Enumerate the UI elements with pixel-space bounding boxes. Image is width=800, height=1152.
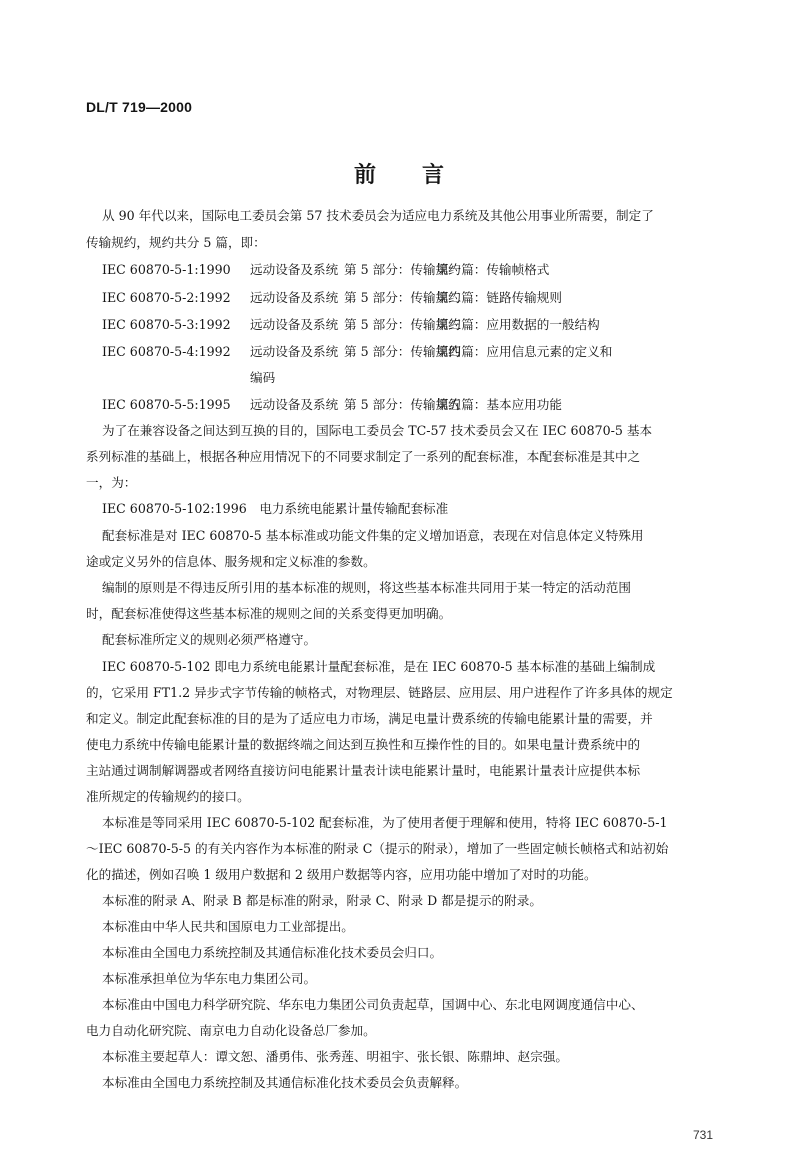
- standard-code: IEC 60870-5-2:1992: [102, 290, 231, 305]
- standard-part: 第 5 部分：传输规约: [344, 262, 461, 277]
- paragraph-12: 本标准主要起草人：谭文恕、潘勇伟、张秀莲、明祖宇、张长银、陈鼎坤、赵宗强。: [102, 1049, 568, 1064]
- paragraph-13: 本标准由全国电力系统控制及其通信标准化技术委员会负责解释。: [102, 1075, 468, 1090]
- standard-desc: 远动设备及系统: [250, 344, 339, 359]
- paragraph-6-line-1: 本标准是等同采用 IEC 60870-5-102 配套标准，为了使用者便于理解和使用，特将 IEC 60870-5-1: [102, 815, 668, 830]
- standard-title-continuation: 编码: [250, 370, 276, 385]
- standard-title: 第一篇：传输帧格式: [436, 262, 550, 277]
- standard-title: 第三篇：应用数据的一般结构: [436, 317, 600, 332]
- paragraph-8: 本标准由中华人民共和国原电力工业部提出。: [102, 919, 354, 934]
- paragraph-3-line-1: 编制的原则是不得违反所引用的基本标准的规则，将这些基本标准共同用于某一特定的活动范围: [102, 580, 631, 595]
- standard-desc: 远动设备及系统: [250, 397, 339, 412]
- standard-list-item: [102, 396, 562, 414]
- standard-part: 第 5 部分：传输规约: [344, 317, 461, 332]
- paragraph-2-line-1: 配套标准是对 IEC 60870-5 基本标准或功能文件集的定义增加语意，表现在对信息体定义特殊用: [102, 528, 644, 543]
- paragraph-11-line-1: 本标准由中国电力科学研究院、华东电力集团公司负责起草，国调中心、东北电网调度通信中心、: [102, 997, 644, 1012]
- standard-code: IEC 60870-5-4:1992: [102, 344, 231, 359]
- intro-line-1: 从 90 年代以来，国际电工委员会第 57 技术委员会为适应电力系统及其他公用事业所需要，制定了: [102, 208, 654, 223]
- companion-standard: IEC 60870-5-102:1996 电力系统电能累计量传输配套标准: [102, 501, 449, 516]
- paragraph-6-line-2: ～IEC 60870-5-5 的有关内容作为本标准的附录 C（提示的附录），增加了一些固定帧长帧格式和站初始: [86, 841, 669, 856]
- standard-desc: 远动设备及系统: [250, 262, 339, 277]
- paragraph-1-line-1: 为了在兼容设备之间达到互换的目的，国际电工委员会 TC-57 技术委员会又在 IEC 60870-5 基本: [102, 423, 653, 438]
- page-number: 731: [693, 1128, 714, 1142]
- document-code: DL/T 719—2000: [86, 99, 193, 115]
- intro-line-2: 传输规约，规约共分 5 篇，即：: [86, 235, 266, 250]
- paragraph-4-line-1: 配套标准所定义的规则必须严格遵守。: [102, 632, 317, 647]
- standard-title: 第二篇：链路传输规则: [436, 290, 562, 305]
- title-char-1: 前: [353, 163, 378, 188]
- paragraph-3-line-2: 时，配套标准使得这些基本标准的规则之间的关系变得更加明确。: [86, 606, 452, 621]
- paragraph-7: 本标准的附录 A、附录 B 都是标准的附录，附录 C、附录 D 都是提示的附录。: [102, 893, 542, 908]
- paragraph-5-line-4: 使电力系统中传输电能累计量的数据终端之间达到互换性和互操作性的目的。如果电量计费系统中的: [86, 737, 641, 752]
- paragraph-5-line-3: 和定义。制定此配套标准的目的是为了适应电力市场，满足电量计费系统的传输电能累计量的需要，并: [86, 711, 653, 726]
- standard-title: 第四篇：应用信息元素的定义和: [436, 344, 613, 359]
- paragraph-5-line-6: 准所规定的传输规约的接口。: [86, 789, 250, 804]
- standard-list-item: [102, 316, 600, 334]
- paragraph-5-line-5: 主站通过调制解调器或者网络直接访问电能累计量表计读电能累计量时，电能累计量表计应提供本标: [86, 763, 641, 778]
- paragraph-11-line-2: 电力自动化研究院、南京电力自动化设备总厂参加。: [86, 1023, 376, 1038]
- standard-part: 第 5 部分：传输规约: [344, 344, 461, 359]
- paragraph-10: 本标准承担单位为华东电力集团公司。: [102, 971, 317, 986]
- title-char-2: 言: [422, 163, 447, 188]
- paragraph-2-line-2: 途或定义另外的信息体、服务规和定义标准的参数。: [86, 554, 376, 569]
- paragraph-5-line-1: IEC 60870-5-102 即电力系统电能累计量配套标准，是在 IEC 60870-5 基本标准的基础上编制成: [102, 659, 656, 674]
- standard-list-item: [102, 261, 549, 279]
- standard-part: 第 5 部分：传输规约: [344, 397, 461, 412]
- paragraph-5-line-2: 的，它采用 FT1.2 异步式字节传输的帧格式，对物理层、链路层、应用层、用户进程作了许多具体的规定: [86, 685, 673, 700]
- standard-code: IEC 60870-5-1:1990: [102, 262, 231, 277]
- paragraph-1-line-3: 一，为：: [86, 475, 137, 490]
- paragraph-1-line-2: 系列标准的基础上，根据各种应用情况下的不同要求制定了一系列的配套标准，本配套标准是其中之: [86, 449, 641, 464]
- standard-desc: 远动设备及系统: [250, 317, 339, 332]
- standard-code: IEC 60870-5-5:1995: [102, 397, 231, 412]
- standard-title: 第五篇：基本应用功能: [436, 397, 562, 412]
- standard-list-item: [102, 343, 612, 361]
- standard-part: 第 5 部分：传输规约: [344, 290, 461, 305]
- standard-list-item: [102, 289, 562, 307]
- standard-code: IEC 60870-5-3:1992: [102, 317, 231, 332]
- standard-desc: 远动设备及系统: [250, 290, 339, 305]
- paragraph-9: 本标准由全国电力系统控制及其通信标准化技术委员会归口。: [102, 945, 443, 960]
- paragraph-6-line-3: 化的描述，例如召唤 1 级用户数据和 2 级用户数据等内容，应用功能中增加了对时的功能。: [86, 867, 597, 882]
- page-title: [0, 158, 800, 189]
